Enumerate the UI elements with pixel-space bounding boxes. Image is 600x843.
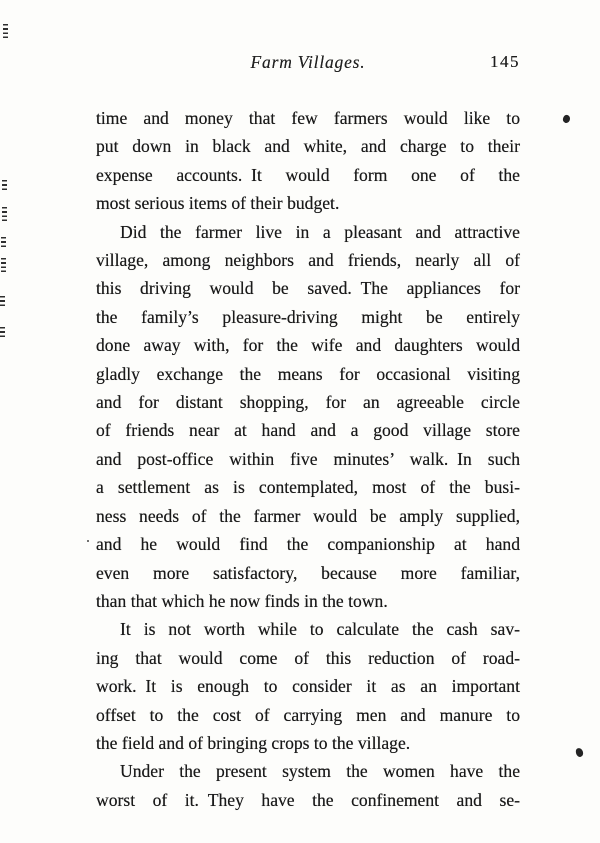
text-line: village, among neighbors and friends, nearly all of bbox=[96, 250, 520, 271]
page-body bbox=[96, 104, 520, 814]
text-line: the field and of bringing crops to the village. bbox=[96, 732, 411, 753]
binding-mark bbox=[2, 180, 7, 192]
binding-mark bbox=[0, 296, 5, 308]
text-line: ness needs of the farmer would be amply supplied, bbox=[96, 505, 520, 526]
page-number: 145 bbox=[490, 52, 520, 71]
text-line: and for distant shopping, for an agreeable circle bbox=[96, 392, 520, 413]
ink-speck bbox=[575, 747, 584, 758]
text-line: most serious items of their budget. bbox=[96, 193, 340, 214]
text-line: this driving would be saved. The appliances for bbox=[96, 278, 520, 299]
binding-mark bbox=[1, 237, 6, 249]
text-line: than that which he now finds in the town. bbox=[96, 590, 388, 611]
text-line: time and money that few farmers would like to bbox=[96, 108, 520, 128]
binding-mark bbox=[3, 24, 8, 38]
text-line: put down in black and white, and charge to their bbox=[96, 136, 520, 157]
binding-mark bbox=[2, 207, 7, 221]
text-line: Under the present system the women have the bbox=[120, 761, 520, 782]
text-line: and he would find the companionship at hand bbox=[96, 534, 520, 555]
text-line: It is not worth while to calculate the cash sav- bbox=[120, 619, 520, 640]
text-line: worst of it. They have the confinement and se- bbox=[96, 789, 520, 810]
ink-speck bbox=[562, 114, 572, 124]
text-line: the family’s pleasure-driving might be entirely bbox=[96, 306, 520, 327]
ink-dot bbox=[87, 540, 89, 542]
text-line: gladly exchange the means for occasional visiting bbox=[96, 363, 520, 384]
text-line: ing that would come of this reduction of road- bbox=[96, 647, 520, 668]
text-line: even more satisfactory, because more familiar, bbox=[96, 562, 520, 583]
text-line: done away with, for the wife and daughters would bbox=[96, 335, 520, 356]
text-line: expense accounts. It would form one of the bbox=[96, 164, 520, 185]
text-line: offset to the cost of carrying men and manure to bbox=[96, 704, 520, 725]
text-line: a settlement as is contemplated, most of the busi- bbox=[96, 477, 520, 498]
page-header bbox=[96, 52, 520, 76]
binding-mark bbox=[1, 258, 6, 274]
text-line: of friends near at hand and a good village store bbox=[96, 420, 520, 441]
text-line: Did the farmer live in a pleasant and attractive bbox=[120, 221, 520, 242]
running-title: Farm Villages. bbox=[250, 52, 366, 72]
text-line: work. It is enough to consider it as an important bbox=[96, 676, 520, 697]
text-line: and post-office within five minutes’ walk. In such bbox=[96, 448, 520, 469]
binding-mark bbox=[0, 327, 5, 337]
